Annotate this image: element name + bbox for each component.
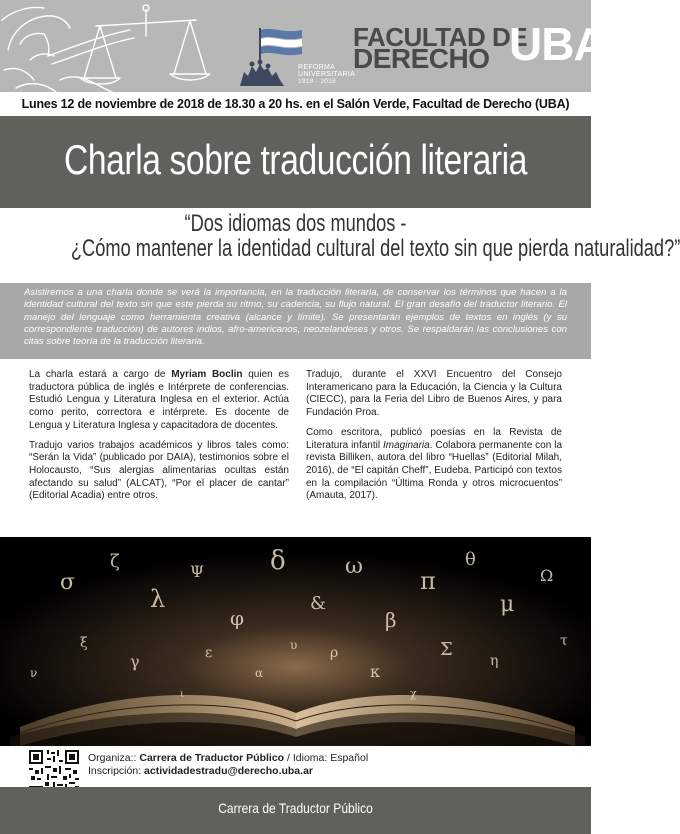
events-paragraph: Tradujo, durante el XXVI Encuentro del Consejo Interamericano para la Educación, la Ciencia y la Cultura (CIECC), para la Feria del Libro de Buenos Aires, y para Fundación Proa. [306, 369, 562, 419]
page-title: Charla sobre traducción literaria [63, 136, 528, 183]
svg-text:μ: μ [500, 592, 515, 617]
svg-text:σ: σ [60, 570, 76, 595]
writer-paragraph: Como escritora, publicó poesías en la Revista de Literatura infantil Imaginaria. Colabora permanente con la revista Billiken, autora del libro “Huellas” (Editorial Milah, 2016), de “El capitán Cheff”, Eudeba. Participó con textos en la compilación “Última Ronda y otros microcuentos” (Amauta, 2017). [306, 426, 563, 502]
header-band [0, 0, 606, 92]
svg-text:ρ: ρ [330, 645, 339, 661]
svg-text:α: α [255, 666, 264, 680]
reforma-universitaria-label: REFORMA UNIVERSITARIA 1918 - 2018 [298, 64, 356, 85]
svg-text:ζ: ζ [110, 551, 120, 572]
svg-text:η: η [490, 653, 499, 669]
svg-text:υ: υ [290, 638, 298, 652]
organiza-line: Organiza:: Carrera de Traductor Público / Idioma: Español [88, 752, 369, 764]
open-book-letters-photo [0, 537, 591, 746]
subtitle [0, 210, 680, 281]
language-value: Español [330, 752, 369, 764]
subtitle-line1: “Dos idiomas dos mundos - [184, 210, 407, 237]
svg-text:θ: θ [465, 549, 476, 570]
svg-text:ε: ε [205, 645, 213, 661]
svg-text:τ: τ [560, 633, 568, 649]
left-column [29, 369, 289, 510]
svg-text:ν: ν [30, 666, 38, 680]
svg-text:δ: δ [270, 546, 286, 576]
uba-logo-text: UBA [509, 18, 606, 70]
svg-text:κ: κ [370, 662, 380, 681]
email-link[interactable]: actividadestradu@derecho.uba.ar [144, 765, 313, 777]
title-band [0, 116, 591, 208]
organizer-name: Carrera de Traductor Público [139, 752, 285, 764]
magazine-name: Imaginaria [383, 439, 430, 451]
scales-of-justice-sketch-icon [0, 0, 240, 92]
speaker-paragraph: La charla estará a cargo de Myriam Boclin quien es traductora pública de inglés e Intérprete de conferencias. Estudió Lengua y Literatura Inglesa en el exterior. Actúa como perito, correctora e intérprete. Es docente de Lengua y Literatura Inglesa y capacitadora de docentes. [29, 369, 289, 431]
svg-text:Ω: Ω [540, 566, 554, 585]
faculty-name-line1: FACULTAD DE [353, 22, 528, 52]
open-book-letters-photo-icon [0, 537, 591, 746]
subtitle-line2: ¿Cómo mantener la identidad cultural del texto sin que pierda naturalidad?” [70, 235, 680, 262]
svg-text:χ: χ [410, 687, 417, 700]
footer-band [0, 787, 591, 834]
event-info [88, 752, 368, 778]
svg-text:ω: ω [345, 554, 363, 579]
intro-block [0, 283, 591, 359]
svg-text:λ: λ [150, 585, 166, 613]
svg-text:π: π [420, 567, 436, 595]
translations-paragraph: Tradujo varios trabajos académicos y libros tales como: “Serán la Vida” (publicado por DAIA), testimonios sobre el Holocausto, “Sus alergias alimentarias ocultas están afectando su salud” (ALCAT), “Por el placer de cantar” (Editorial Acadia) entre otros. [29, 439, 289, 502]
right-column [306, 369, 562, 510]
inscripcion-line: Inscripción: actividadestradu@derecho.uba.ar [88, 765, 313, 777]
svg-text:ι: ι [180, 689, 184, 700]
event-date-line: Lunes 12 de noviembre de 2018 de 18.30 a 20 hs. en el Salón Verde, Facultad de Derecho (UBA) [21, 97, 570, 111]
svg-text:Ψ: Ψ [190, 562, 205, 581]
svg-text:γ: γ [130, 652, 140, 671]
svg-text:φ: φ [230, 606, 245, 630]
faculty-name-line2: DERECHO [353, 43, 490, 74]
svg-text:Σ: Σ [440, 639, 453, 660]
speaker-name: Myriam Boclin [171, 369, 243, 380]
svg-text:ξ: ξ [80, 635, 88, 651]
footer-text: Carrera de Traductor Público [218, 800, 373, 816]
intro-text: Asistiremos a una charla donde se verá la importancia, en la traducción literaria, de conservar los términos que hacen a la identidad cultural del texto sin que este pierda su ritmo, su cadencia, su flujo natural. El gran desafío del traductor literario. El manejo del lenguaje como herramienta creativa (alcance y límite). Se presentarán ejemplos de textos en inglés (y su correspondiente traducción) de autores indios, afro-americanos, neozelandeses y otros. Se respaldarán las conclusiones con citas sobre teoría de la traducción literaria. [24, 287, 567, 348]
svg-text:&: & [310, 593, 327, 614]
reforma-flag-logo-icon [236, 20, 306, 90]
svg-text:β: β [385, 608, 397, 632]
